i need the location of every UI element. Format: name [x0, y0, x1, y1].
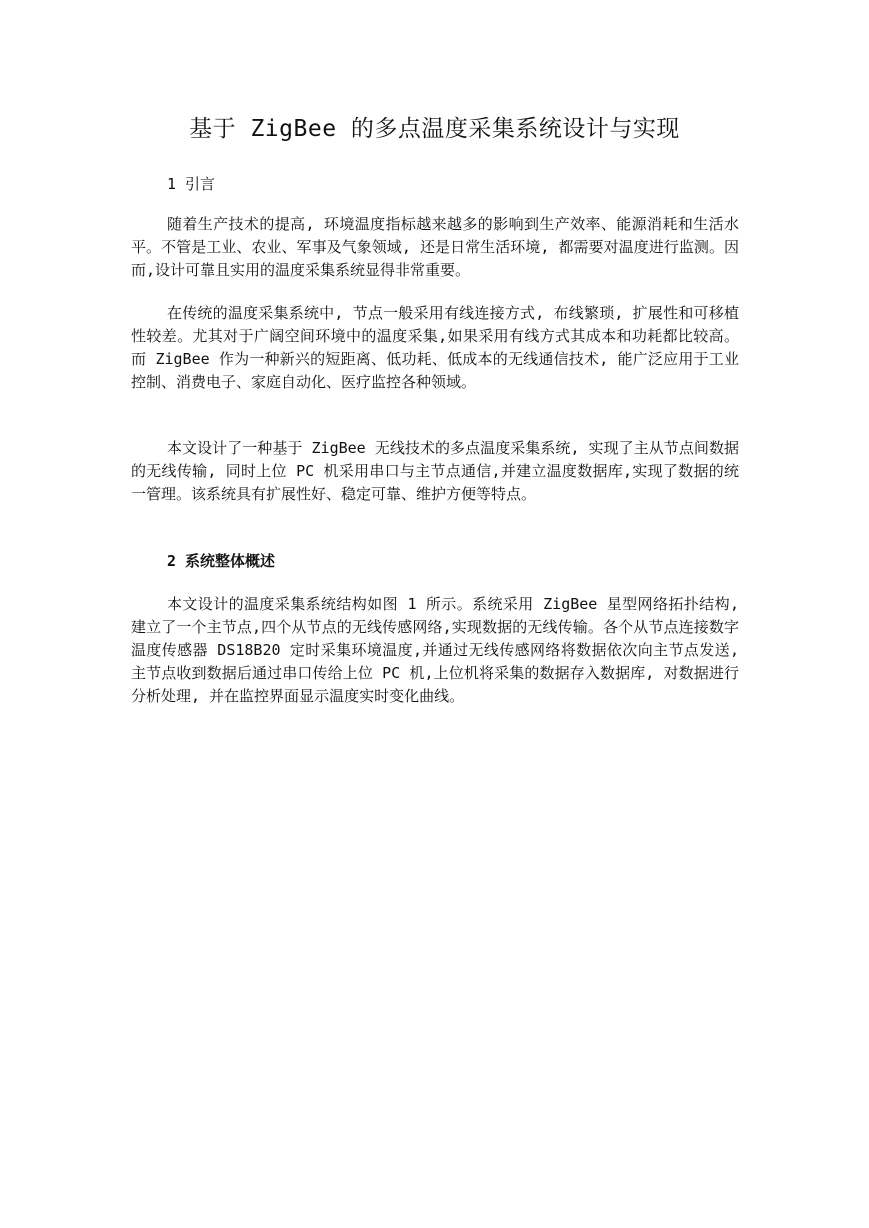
- document-title: 基于 ZigBee 的多点温度采集系统设计与实现: [189, 116, 680, 142]
- section-heading-introduction: 1 引言: [167, 175, 216, 193]
- section-heading-system-overview: 2 系统整体概述: [167, 552, 276, 570]
- paragraph-intro-2: 在传统的温度采集系统中, 节点一般采用有线连接方式, 布线繁琐, 扩展性和可移植性较差。尤其对于广阔空间环境中的温度采集,如果采用有线方式其成本和功耗都比较高。而 ZigBee 作为一种新兴的短距离、低功耗、低成本的无线通信技术, 能广泛应用于工业控制、消费电子、家庭自动化、医疗监控各种领域。: [131, 304, 739, 391]
- paragraph-overview-1: 本文设计的温度采集系统结构如图 1 所示。系统采用 ZigBee 星型网络拓扑结构,建立了一个主节点,四个从节点的无线传感网络,实现数据的无线传输。各个从节点连接数字温度传感器 DS18B20 定时采集环境温度,并通过无线传感网络将数据依次向主节点发送,主节点收到数据后通过串口传给上位 PC 机,上位机将采集的数据存入数据库, 对数据进行分析处理, 并在监控界面显示温度实时变化曲线。: [131, 595, 739, 705]
- paragraph-intro-1: 随着生产技术的提高, 环境温度指标越来越多的影响到生产效率、能源消耗和生活水平。不管是工业、农业、军事及气象领域, 还是日常生活环境, 都需要对温度进行监测。因而,设计可靠且实用的温度采集系统显得非常重要。: [131, 215, 739, 279]
- paragraph-intro-3: 本文设计了一种基于 ZigBee 无线技术的多点温度采集系统, 实现了主从节点间数据的无线传输, 同时上位 PC 机采用串口与主节点通信,并建立温度数据库,实现了数据的统一管理。该系统具有扩展性好、稳定可靠、维护方便等特点。: [131, 439, 739, 503]
